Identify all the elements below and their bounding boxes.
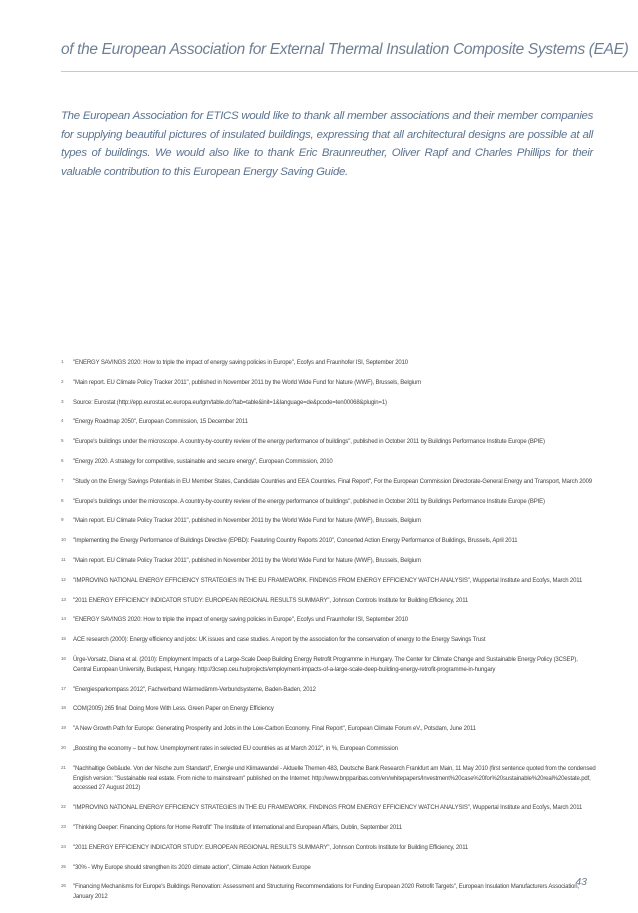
footnote-number: 11 (61, 556, 66, 562)
page-number: 43 (575, 876, 587, 888)
footnote-text: "Main report. EU Climate Policy Tracker 2011", published in November 2011 by the World Wide Fund for Nature (WWF), Brussels, Belgium (73, 557, 421, 564)
footnote-text: "Energiesparkompass 2012", Fachverband Wärmedämm-Verbundsysteme, Baden-Baden, 2012 (73, 686, 316, 693)
footnote-text: "Financing Mechanisms for Europe's Buildings Renovation: Assessment and Structuring Recommendations for Funding European 2020 Retrofit Targets", European Insulation Manufacturers Association, January 2012 (73, 884, 579, 901)
footnote-item (61, 399, 597, 409)
footnote-text: „Boosting the economy – but how. Unemployment rates in selected EU countries as at March 2012", in %, European Commission (73, 745, 398, 752)
footnote-number: 13 (61, 596, 66, 602)
footnote-number: 25 (61, 863, 66, 869)
footnote-number: 5 (61, 438, 64, 444)
footnote-item (61, 557, 597, 567)
footnote-text: "Energy 2020. A strategy for competitive, sustainable and secure energy", European Commission, 2010 (73, 458, 333, 465)
footnote-text: COM(2005) 265 final: Doing More With Less. Green Paper on Energy Efficiency (73, 706, 274, 713)
footnote-item (61, 705, 597, 715)
footnote-text: "Main report. EU Climate Policy Tracker 2011", published in November 2011 by the World Wide Fund for Nature (WWF), Brussels, Belgium (73, 518, 421, 525)
footnote-number: 4 (61, 418, 64, 424)
footnote-text: "Nachhaltige Gebäude. Von der Nische zum Standard", Energie und Klimawandel - Aktuelle Themen 483, Deutsche Bank Research Frankfurt am Main, 11 May 2010 (first sentence quoted from the condensed English version: "Sustainable real estate. From niche to mainstream" published on the Internet: http://www.bnpparibas.com/en/whitepapers/Investment%20case%20for%20sustainable%20real%20estate.pdf, accessed 27 August 2012) (73, 765, 596, 792)
footnote-text: "IMPROVING NATIONAL ENERGY EFFICIENCY STRATEGIES IN THE EU FRAMEWORK. FINDINGS FROM ENERGY EFFICIENCY WATCH ANALYSIS", Wuppertal Institute and Ecofys, March 2011 (73, 577, 583, 584)
footnote-item (61, 656, 597, 676)
footnote-text: "30% - Why Europe should strengthen its 2020 climate action", Climate Action Network Europe (73, 864, 311, 871)
footnote-item (61, 359, 597, 369)
footnote-text: "Europe's buildings under the microscope. A country-by-country review of the energy performance of buildings", published in October 2011 by Buildings Performance Institute Europe (BPIE) (73, 439, 545, 446)
footnote-item (61, 804, 597, 814)
footnote-item (61, 577, 597, 587)
footnote-number: 19 (61, 725, 66, 731)
footnote-number: 9 (61, 517, 64, 523)
footnote-item (61, 616, 597, 626)
footnote-text: "IMPROVING NATIONAL ENERGY EFFICIENCY STRATEGIES IN THE EU FRAMEWORK. FINDINGS FROM ENERGY EFFICIENCY WATCH ANALYSIS", Wuppertal Institute and Ecofys, March 2011 (73, 805, 583, 812)
page-header-title: of the European Association for External Thermal Insulation Composite Systems (EAE) (61, 41, 629, 58)
footnote-number: 15 (61, 636, 66, 642)
footnote-item (61, 725, 597, 735)
footnote-number: 24 (61, 843, 66, 849)
acknowledgement-paragraph: The European Association for ETICS would like to thank all member associations and their member companies for supplying beautiful pictures of insulated buildings, expressing that all architectural designs are possible at all types of buildings. We would also like to thank Eric Braunreuther, Oliver Rapf and Charles Phillips for their valuable contribution to this European Energy Saving Guide. (61, 110, 593, 178)
footnote-text: "Main report. EU Climate Policy Tracker 2011", published in November 2011 by the World Wide Fund for Nature (WWF), Brussels, Belgium (73, 379, 421, 386)
footnote-item (61, 883, 597, 903)
footnote-number: 17 (61, 685, 66, 691)
footnote-text: "Implementing the Energy Performance of Buildings Directive (EPBD): Featuring Country Reports 2010", Concerted Action Energy Performance of Buildings, Brussels, April 2011 (73, 538, 518, 545)
footnote-number: 6 (61, 457, 64, 463)
footnote-item (61, 765, 597, 794)
footnote-number: 16 (61, 655, 66, 661)
footnote-number: 2 (61, 378, 64, 384)
footnote-item (61, 745, 597, 755)
footnote-text: "ENERGY SAVINGS 2020: How to triple the impact of energy saving policies in Europe", Ecofys and Fraunhofer ISI, September 2010 (73, 360, 408, 366)
footnotes-list (61, 359, 597, 913)
footnote-item (61, 844, 597, 854)
footnote-item (61, 686, 597, 696)
footnote-text: "ENERGY SAVINGS 2020: How to triple the impact of energy saving policies in Europe", Ecofys und Fraunhofer ISI, September 2010 (73, 617, 408, 624)
footnote-number: 7 (61, 477, 64, 483)
footnote-number: 20 (61, 744, 66, 750)
footnote-text: ACE research (2000): Energy efficiency and jobs: UK issues and case studies. A report by the association for the conservation of energy to the Energy Savings Trust (73, 637, 486, 644)
footnote-number: 12 (61, 576, 66, 582)
footnote-number: 14 (61, 616, 66, 622)
footnote-number: 22 (61, 804, 66, 810)
footnote-text: "Energy Roadmap 2050", European Commission, 15 December 2011 (73, 419, 248, 426)
footnote-item (61, 418, 597, 428)
footnote-number: 10 (61, 537, 66, 543)
footnote-text: Ürge-Vorsatz, Diana et al. (2010): Employment Impacts of a Large-Scale Deep Building Energy Retrofit Programme in Hungary. The Center for Climate Change and Sustainable Energy Policy (3CSEP), Central European University, Budapest, Hungary. http://3csep.ceu.hu/projects/employment-impacts-of-a-large-scale-deep-building-energy-retrofit-programme-in-hungary (73, 656, 578, 673)
footnote-item (61, 498, 597, 508)
footnote-text: "2011 ENERGY EFFICIENCY INDICATOR STUDY: EUROPEAN REGIONAL RESULTS SUMMARY", Johnson Controls Institute for Building Efficiency, 2011 (73, 597, 469, 604)
footnote-number: 1 (61, 359, 64, 364)
footnote-number: 8 (61, 497, 64, 503)
footnote-number: 21 (61, 764, 66, 770)
footnote-text: "2011 ENERGY EFFICIENCY INDICATOR STUDY: EUROPEAN REGIONAL RESULTS SUMMARY", Johnson Controls Institute for Building Efficiency, 2011 (73, 844, 469, 851)
footnote-text: Source: Eurostat (http://epp.eurostat.ec.europa.eu/tgm/table.do?tab=table&init=1&language=de&pcode=ten00068&plugin=1) (73, 399, 387, 406)
footnote-text: "Thinking Deeper: Financing Options for Home Retrofit" The Institute of International and European Affairs, Dublin, September 2011 (73, 824, 402, 831)
footnote-text: "Europe's buildings under the microscope. A country-by-country review of the energy performance of buildings", published in October 2011 by Buildings Performance Institute Europe (BPIE) (73, 498, 545, 505)
footnote-item (61, 636, 597, 646)
footnote-item (61, 478, 597, 488)
footnote-item (61, 864, 597, 874)
footnote-text: "Study on the Energy Savings Potentials in EU Member States, Candidate Countries and EEA Countries. Final Report", For the European Commission Directorate-General Energy and Transport, March 2009 (73, 478, 592, 485)
header-divider (61, 71, 638, 72)
footnote-text: "A New Growth Path for Europe: Generating Prosperity and Jobs in the Low-Carbon Economy. Final Report", European Climate Forum eV., Potsdam, June 2011 (73, 726, 476, 733)
footnote-item (61, 379, 597, 389)
footnote-item (61, 517, 597, 527)
footnote-item (61, 597, 597, 607)
footnote-item (61, 824, 597, 834)
footnote-number: 26 (61, 883, 66, 889)
footnote-number: 18 (61, 705, 66, 711)
footnote-item (61, 458, 597, 468)
footnote-number: 23 (61, 823, 66, 829)
footnote-number: 3 (61, 398, 64, 404)
footnote-item (61, 438, 597, 448)
footnote-item (61, 537, 597, 547)
